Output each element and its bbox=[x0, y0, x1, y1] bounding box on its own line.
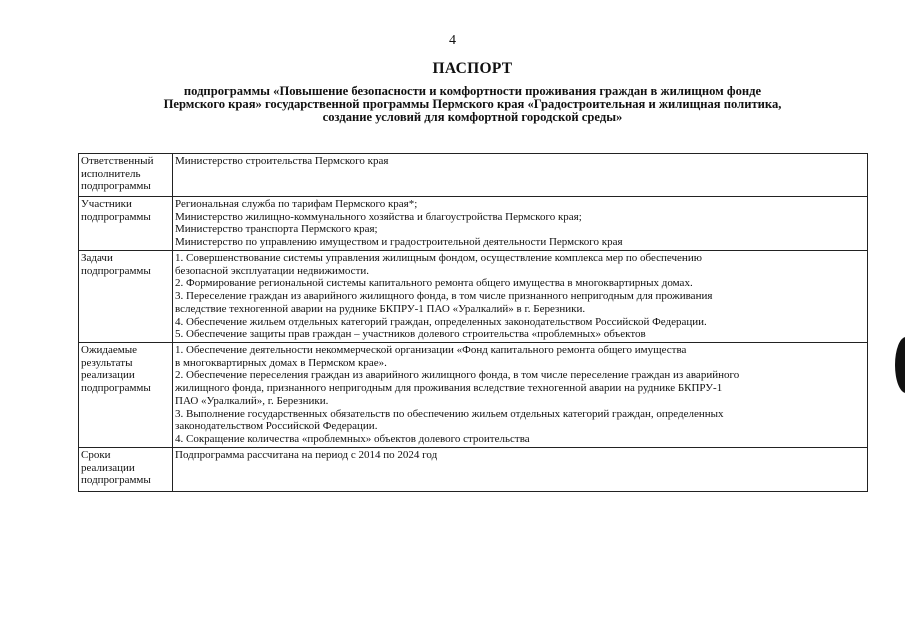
row-label bbox=[79, 154, 173, 197]
label-line: Ожидаемые bbox=[81, 344, 138, 356]
row-responsible-executor bbox=[79, 154, 868, 197]
row-participants bbox=[79, 197, 868, 251]
content-line: Министерство строительства Пермского края bbox=[175, 155, 389, 167]
content-line: 4. Сокращение количества «проблемных» объектов долевого строительства bbox=[175, 432, 530, 445]
content-line: в многоквартирных домах в Пермском крае». bbox=[175, 356, 387, 369]
row-content bbox=[173, 197, 868, 251]
label-line: подпрограммы bbox=[81, 180, 151, 193]
label-line: реализации bbox=[81, 369, 135, 382]
label-line: исполнитель bbox=[81, 167, 141, 180]
content-line: 1. Обеспечение деятельности некоммерческой организации «Фонд капитального ремонта общего имущества bbox=[175, 344, 687, 356]
row-label bbox=[79, 197, 173, 251]
row-label bbox=[79, 343, 173, 448]
label-line: подпрограммы bbox=[81, 382, 151, 395]
content-line: Министерство жилищно-коммунального хозяйства и благоустройства Пермского края; bbox=[175, 210, 582, 223]
content-line: ПАО «Уралкалий», г. Березники. bbox=[175, 394, 329, 407]
label-line: подпрограммы bbox=[81, 210, 151, 223]
content-line: Министерство транспорта Пермского края; bbox=[175, 223, 378, 236]
document-title: ПАСПОРТ bbox=[432, 60, 513, 77]
label-line: Участники bbox=[81, 198, 132, 210]
row-tasks bbox=[79, 251, 868, 343]
content-line: 2. Формирование региональной системы капитального ремонта общего имущества в многоквартирных домах. bbox=[175, 277, 693, 290]
label-line: подпрограммы bbox=[81, 474, 151, 487]
label-line: Ответственный bbox=[81, 155, 154, 167]
label-line: подпрограммы bbox=[81, 264, 151, 277]
content-line: 3. Выполнение государственных обязательств по обеспечению жильем отдельных категорий граждан, определенных bbox=[175, 407, 724, 420]
row-content bbox=[173, 343, 868, 448]
content-line: 3. Переселение граждан из аварийного жилищного фонда, в том числе признанного непригодным для проживания bbox=[175, 290, 713, 303]
row-content bbox=[173, 448, 868, 492]
subtitle-line: создание условий для комфортной городской среды» bbox=[322, 110, 623, 125]
content-line: безопасной эксплуатации недвижимости. bbox=[175, 264, 370, 277]
content-line: Министерство по управлению имуществом и градостроительной деятельности Пермского края bbox=[175, 236, 623, 249]
content-line: законодательством Российской Федерации. bbox=[175, 420, 378, 433]
document-subtitle bbox=[40, 85, 905, 125]
content-line: вследствие техногенной аварии на руднике БКПРУ-1 ПАО «Уралкалий» в г. Березники. bbox=[175, 302, 586, 315]
content-line: Региональная служба по тарифам Пермского края*; bbox=[175, 198, 418, 210]
passport-table bbox=[78, 153, 868, 492]
content-line: 1. Совершенствование системы управления жилищным фондом, осуществление комплекса мер по обеспечению bbox=[175, 252, 702, 264]
page-number: 4 bbox=[449, 33, 456, 48]
row-terms bbox=[79, 448, 868, 492]
row-label bbox=[79, 251, 173, 343]
content-line: 5. Обеспечение защиты прав граждан – участников долевого строительства «проблемных» объектов bbox=[175, 328, 646, 341]
row-content bbox=[173, 251, 868, 343]
label-line: Задачи bbox=[81, 252, 113, 264]
content-line: 4. Обеспечение жильем отдельных категорий граждан, определенных законодательством Российской Федерации. bbox=[175, 315, 707, 328]
row-expected-results bbox=[79, 343, 868, 448]
label-line: результаты bbox=[81, 356, 133, 369]
label-line: реализации bbox=[81, 461, 135, 474]
row-label bbox=[79, 448, 173, 492]
row-content bbox=[173, 154, 868, 197]
scan-edge-mark bbox=[895, 337, 905, 393]
subtitle-line: Пермского края» государственной программы Пермского края «Градостроительная и жилищная политика, bbox=[163, 97, 782, 112]
subtitle-line: подпрограммы «Повышение безопасности и комфортности проживания граждан в жилищном фонде bbox=[183, 84, 762, 98]
content-line: Подпрограмма рассчитана на период с 2014 по 2024 год bbox=[175, 449, 438, 461]
content-line: жилищного фонда, признанного непригодным для проживания вследствие техногенной аварии на руднике БКПРУ-1 bbox=[175, 382, 723, 395]
content-line: 2. Обеспечение переселения граждан из аварийного жилищного фонда, в том числе переселение граждан из аварийного bbox=[175, 369, 740, 382]
label-line: Сроки bbox=[81, 449, 111, 461]
